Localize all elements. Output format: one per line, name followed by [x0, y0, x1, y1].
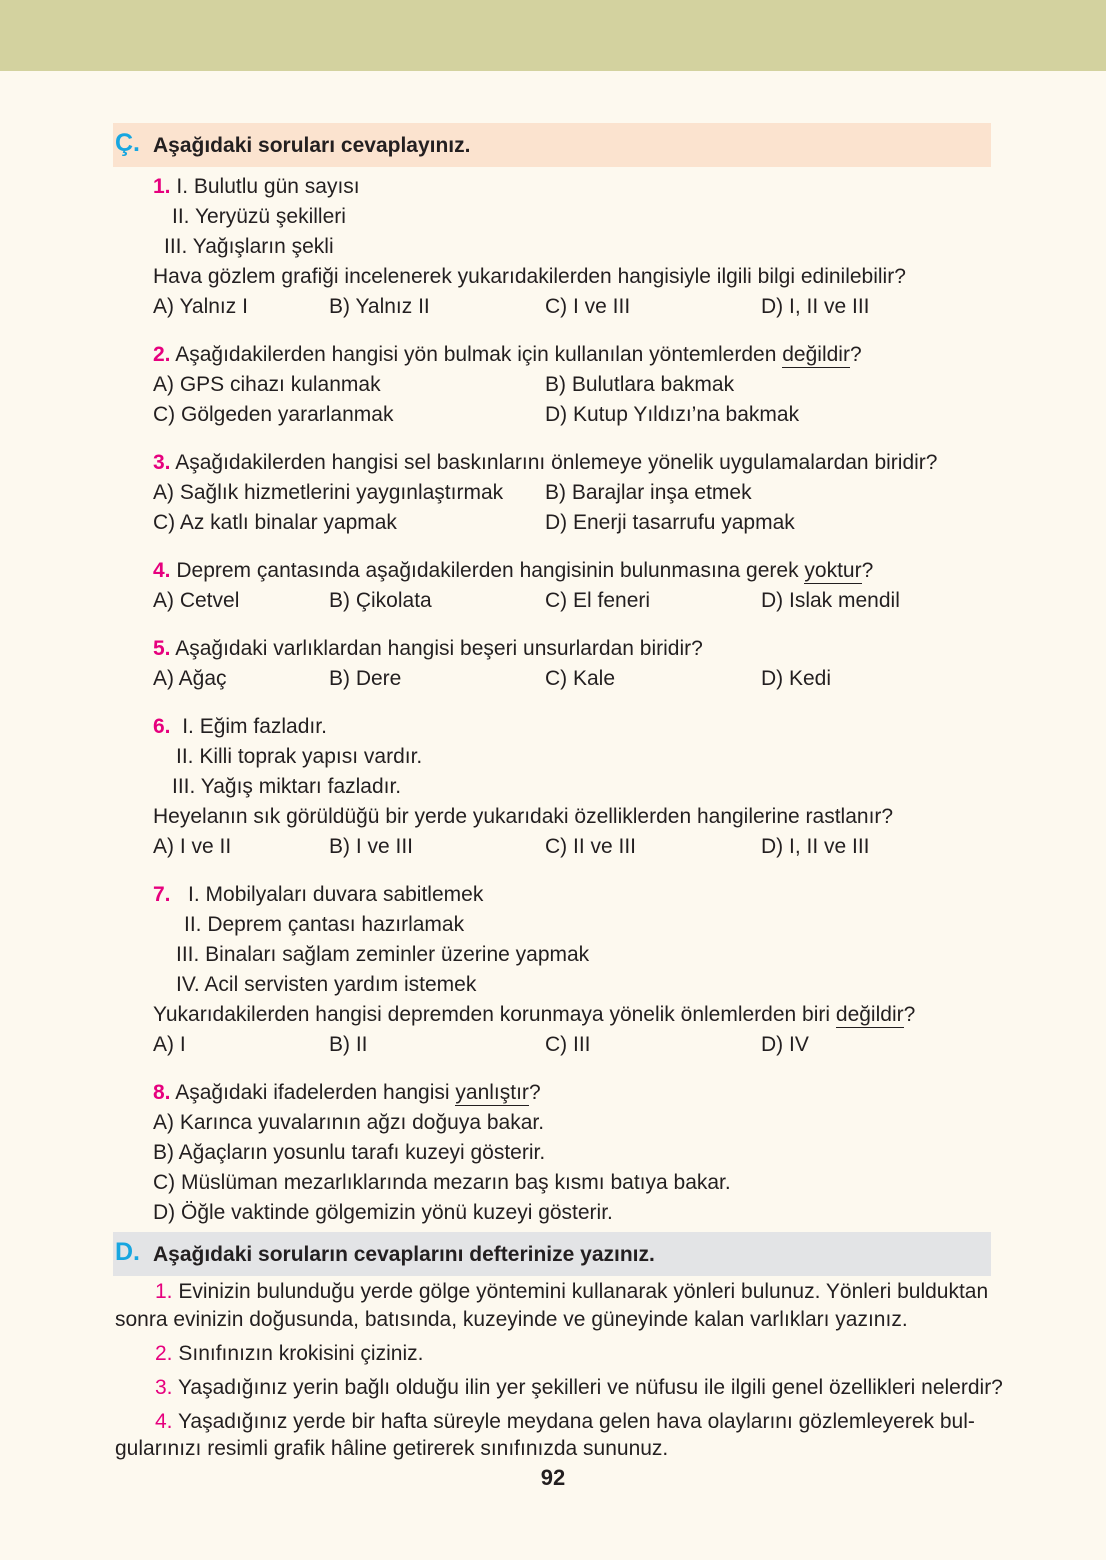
q1-option-c: C) I ve III [545, 295, 631, 318]
q1-option-a: A) Yalnız I [153, 295, 248, 318]
q7-stem: Yukarıdakilerden hangisi depremden korunmaya yönelik önlemlerden biri değildir? [153, 1003, 916, 1026]
q4-option-b: B) Çikolata [329, 589, 432, 612]
d-q4-line-2: gularınızı resimli grafik hâline getirerek sınıfınızda sununuz. [115, 1437, 669, 1460]
q5-option-c: C) Kale [545, 667, 616, 690]
page-number: 92 [540, 1465, 566, 1490]
q4-underlined-word: yoktur [804, 559, 862, 582]
q6-number: 6. [153, 715, 171, 738]
q1-option-b: B) Yalnız II [329, 295, 430, 318]
q3-option-b: B) Barajlar inşa etmek [545, 481, 752, 504]
q6-item-2: II. Killi toprak yapısı vardır. [176, 745, 423, 768]
q8-number: 8. [153, 1081, 171, 1104]
d-q4-number: 4. [155, 1410, 173, 1433]
d-q3-line-1: 3. Yaşadığınız yerin bağlı olduğu ilin yer şekilleri ve nüfusu ile ilgili genel özellikleri nelerdir? [155, 1376, 1003, 1399]
q1-option-d: D) I, II ve III [761, 295, 870, 318]
d-q1-line-2: sonra evinizin doğusunda, batısında, kuzeyinde ve güneyinde kalan varlıkları yazınız. [115, 1308, 908, 1331]
q7-item-3: III. Binaları sağlam zeminler üzerine yapmak [176, 943, 590, 966]
q5-number: 5. [153, 637, 171, 660]
q3-number: 3. [153, 451, 171, 474]
q4-stem: 4. Deprem çantasında aşağıdakilerden hangisinin bulunmasına gerek yoktur? [153, 559, 874, 582]
q1-item-1: 1. I. Bulutlu gün sayısı [153, 175, 360, 198]
q6-option-c: C) II ve III [545, 835, 637, 858]
section-d-header [113, 1232, 991, 1276]
q7-underlined-word: değildir [835, 1003, 904, 1026]
d-q2-line-1: 2. Sınıfınızın krokisini çiziniz. [155, 1342, 424, 1365]
q1-number: 1. [153, 175, 171, 198]
q3-option-a: A) Sağlık hizmetlerini yaygınlaştırmak [153, 481, 504, 504]
q6-item-1: 6. I. Eğim fazladır. [153, 715, 327, 738]
q8-option-d: D) Öğle vaktinde gölgemizin yönü kuzeyi gösterir. [153, 1201, 613, 1224]
q4-number: 4. [153, 559, 171, 582]
q2-number: 2. [153, 343, 171, 366]
d-q3-number: 3. [155, 1376, 173, 1399]
q8-option-b: B) Ağaçların yosunlu tarafı kuzeyi gösterir. [153, 1141, 546, 1164]
q5-stem: 5. Aşağıdaki varlıklardan hangisi beşeri unsurlardan biridir? [153, 637, 703, 660]
q4-option-d: D) Islak mendil [761, 589, 900, 612]
section-d-letter: D. [115, 1238, 140, 1266]
q1-stem: Hava gözlem grafiği incelenerek yukarıdakilerden hangisiyle ilgili bilgi edinilebilir? [153, 265, 906, 288]
q7-item-4: IV. Acil servisten yardım istemek [176, 973, 477, 996]
q7-item-2: II. Deprem çantası hazırlamak [184, 913, 465, 936]
q3-option-d: D) Enerji tasarrufu yapmak [545, 511, 795, 534]
q2-option-d: D) Kutup Yıldızı’na bakmak [545, 403, 800, 426]
q1-item-2: II. Yeryüzü şekilleri [172, 205, 346, 228]
q8-option-c: C) Müslüman mezarlıklarında mezarın baş kısmı batıya bakar. [153, 1171, 731, 1194]
q6-option-b: B) I ve III [329, 835, 414, 858]
q5-option-d: D) Kedi [761, 667, 832, 690]
section-d-title: Aşağıdaki soruların cevaplarını defterinize yazınız. [153, 1243, 655, 1266]
q4-option-a: A) Cetvel [153, 589, 240, 612]
q5-option-b: B) Dere [329, 667, 402, 690]
q2-option-b: B) Bulutlara bakmak [545, 373, 735, 396]
q8-underlined-word: yanlıştır [455, 1081, 529, 1104]
q6-item-3: III. Yağış miktarı fazladır. [172, 775, 402, 798]
q3-stem: 3. Aşağıdakilerden hangisi sel baskınlarını önlemeye yönelik uygulamalardan biridir? [153, 451, 938, 474]
section-c-letter: Ç. [115, 129, 140, 157]
q7-option-d: D) IV [761, 1033, 809, 1056]
q8-option-a: A) Karınca yuvalarının ağzı doğuya bakar. [153, 1111, 545, 1134]
q1-item-3: III. Yağışların şekli [164, 235, 334, 258]
q7-number: 7. [153, 883, 171, 906]
q2-stem: 2. Aşağıdakilerden hangisi yön bulmak için kullanılan yöntemlerden değildir? [153, 343, 862, 366]
q2-option-a: A) GPS cihazı kulanmak [153, 373, 381, 396]
q7-option-b: B) II [329, 1033, 368, 1056]
q7-item-1: 7. I. Mobilyaları duvara sabitlemek [153, 883, 484, 906]
q7-option-c: C) III [545, 1033, 591, 1056]
q2-underlined-word: değildir [782, 343, 850, 366]
q5-option-a: A) Ağaç [153, 667, 227, 690]
q8-stem: 8. Aşağıdaki ifadelerden hangisi yanlıştır? [153, 1081, 541, 1104]
q4-option-c: C) El feneri [545, 589, 651, 612]
q6-option-d: D) I, II ve III [761, 835, 870, 858]
section-c-title: Aşağıdaki soruları cevaplayınız. [153, 134, 471, 157]
q6-option-a: A) I ve II [153, 835, 232, 858]
d-q4-line-1: 4. Yaşadığınız yerde bir hafta süreyle meydana gelen hava olaylarını gözlemleyerek bul- [155, 1410, 975, 1433]
q2-option-c: C) Gölgeden yararlanmak [153, 403, 394, 426]
d-q1-number: 1. [155, 1280, 173, 1303]
q3-option-c: C) Az katlı binalar yapmak [153, 511, 397, 534]
d-q2-number: 2. [155, 1342, 173, 1365]
top-color-band [0, 0, 1106, 71]
section-c-header [113, 123, 991, 167]
d-q1-line-1: 1. Evinizin bulunduğu yerde gölge yöntemini kullanarak yönleri bulunuz. Yönleri bulduktan [155, 1280, 989, 1303]
q7-option-a: A) I [153, 1033, 186, 1056]
q6-stem: Heyelanın sık görüldüğü bir yerde yukarıdaki özelliklerden hangilerine rastlanır? [153, 805, 894, 828]
